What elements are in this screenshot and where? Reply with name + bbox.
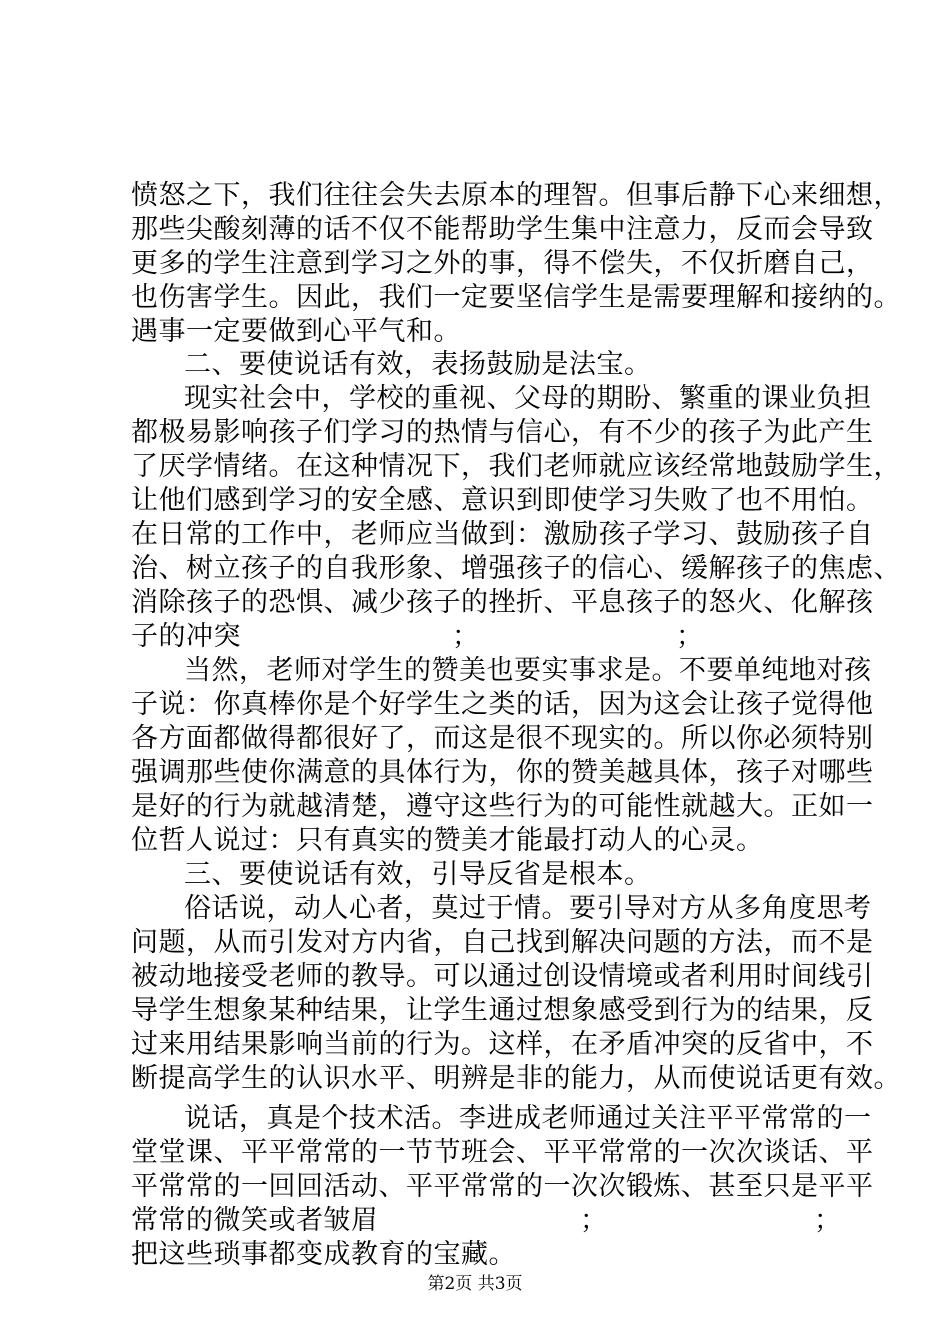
text-line: 了厌学情绪。在这种情况下，我们老师就应该经常地鼓励学生， <box>131 451 901 482</box>
text-line: 把这些琐事都变成教育的宝藏。 <box>131 1239 516 1270</box>
text-line: 治、树立孩子的自我形象、增强孩子的信心、缓解孩子的焦虑、 <box>131 553 901 584</box>
text-line: 在日常的工作中，老师应当做到：激励孩子学习、鼓励孩子自 <box>131 519 874 550</box>
text-line: 各方面都做得都很好了，而这是很不现实的。所以你必须特别 <box>131 723 874 754</box>
semicolon-mark: ； <box>676 621 703 652</box>
text-line: 现实社会中，学校的重视、父母的期盼、繁重的课业负担 <box>184 383 872 414</box>
text-line: 当然，老师对学生的赞美也要实事求是。不要单纯地对孩 <box>184 655 872 686</box>
text-line: 被动地接受老师的教导。可以通过创设情境或者利用时间线引 <box>131 961 874 992</box>
text-line: 问题，从而引发对方内省，自己找到解决问题的方法，而不是 <box>131 927 874 958</box>
text-line: 过来用结果影响当前的行为。这样，在矛盾冲突的反省中，不 <box>131 1029 874 1060</box>
text-line: 堂堂课、平平常常的一节节班会、平平常常的一次次谈话、平 <box>131 1137 874 1168</box>
text-line: 子说：你真棒你是个好学生之类的话，因为这会让孩子觉得他 <box>131 689 874 720</box>
section-heading: 二、要使说话有效，表扬鼓励是法宝。 <box>184 349 652 380</box>
text-line: 遇事一定要做到心平气和。 <box>131 316 461 347</box>
text-line: 说话，真是个技术活。李进成老师通过关注平平常常的一 <box>184 1103 872 1134</box>
text-line: 位哲人说过：只有真实的赞美才能最打动人的心灵。 <box>131 825 764 856</box>
text-line: 那些尖酸刻薄的话不仅不能帮助学生集中注意力，反而会导致 <box>131 214 874 245</box>
text-line: 更多的学生注意到学习之外的事，得不偿失，不仅折磨自己， <box>131 248 874 279</box>
text-line: 俗话说，动人心者，莫过于情。要引导对方从多角度思考 <box>184 893 872 924</box>
semicolon-mark: ； <box>452 621 479 652</box>
text-line: 常常的微笑或者皱眉 <box>131 1205 379 1236</box>
page-footer: 第2页 共3页 <box>427 1274 523 1294</box>
text-line: 愤怒之下，我们往往会失去原本的理智。但事后静下心来细想， <box>131 180 901 211</box>
text-line: 断提高学生的认识水平、明辨是非的能力，从而使说话更有效。 <box>131 1063 901 1094</box>
text-line: 强调那些使你满意的具体行为，你的赞美越具体，孩子对哪些 <box>131 757 874 788</box>
text-line: 消除孩子的恐惧、减少孩子的挫折、平息孩子的怒火、化解孩 <box>131 587 874 618</box>
text-line: 是好的行为就越清楚，遵守这些行为的可能性就越大。正如一 <box>131 791 874 822</box>
text-line: 导学生想象某种结果，让学生通过想象感受到行为的结果，反 <box>131 995 874 1026</box>
semicolon-mark: ； <box>580 1205 607 1236</box>
text-line: 都极易影响孩子们学习的热情与信心，有不少的孩子为此产生 <box>131 417 874 448</box>
text-line: 让他们感到学习的安全感、意识到即使学习失败了也不用怕。 <box>131 485 874 516</box>
text-line: 平常常的一回回活动、平平常常的一次次锻炼、甚至只是平平 <box>131 1171 874 1202</box>
section-heading: 三、要使说话有效，引导反省是根本。 <box>184 859 652 890</box>
semicolon-mark: ； <box>814 1205 841 1236</box>
text-line: 子的冲突 <box>131 621 241 652</box>
text-line: 也伤害学生。因此，我们一定要坚信学生是需要理解和接纳的。 <box>131 282 901 313</box>
